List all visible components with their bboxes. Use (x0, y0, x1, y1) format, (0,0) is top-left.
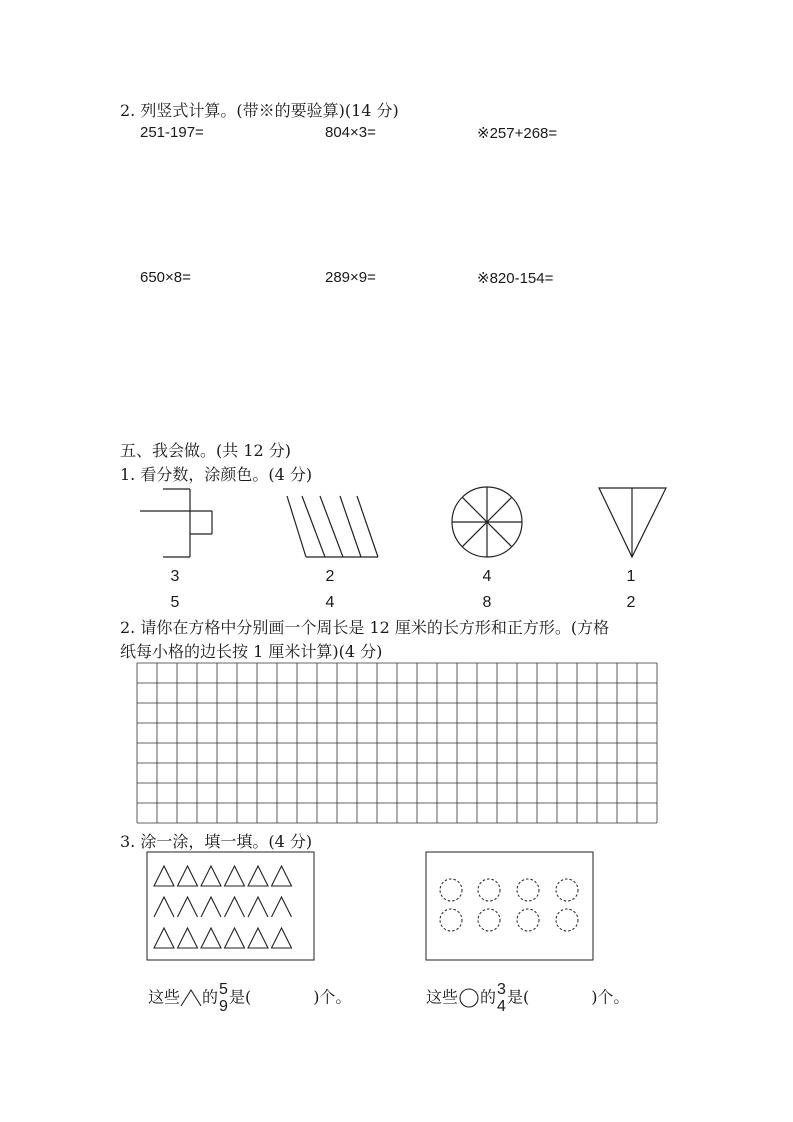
sentence-text: 的 (202, 987, 219, 1007)
q2-grid-title: 2. 请你在方格中分别画一个周长是 12 厘米的长方形和正方形。(方格 (120, 618, 610, 637)
sentence-text: )个。 (591, 987, 630, 1007)
circle-shape (517, 909, 539, 931)
fraction-numerator: 3 (170, 568, 180, 585)
circle-shape (440, 879, 462, 901)
q3-title: 3. 涂一涂，填一填。(4 分) (120, 832, 313, 851)
q2-calc-title: 2. 列竖式计算。(带※的要验算)(14 分) (120, 101, 399, 120)
circle-shape (440, 909, 462, 931)
sentence-text: )个。 (313, 987, 352, 1007)
fraction-numerator: 4 (482, 568, 492, 585)
sentence-text: 的 (480, 987, 497, 1007)
fraction-denominator: 2 (626, 594, 636, 611)
inline-fraction: 5 9 (219, 981, 228, 1015)
q2-grid-title-cont: 纸每小格的边长按 1 厘米计算)(4 分) (120, 642, 383, 661)
fraction-numerator: 1 (626, 568, 636, 585)
fraction-denominator: 4 (325, 594, 335, 611)
q3-right-sentence (426, 981, 629, 1015)
calc-expression: 650×8= (140, 269, 191, 286)
calc-expression: 251-197= (140, 124, 204, 141)
calc-expression: ※820-154= (477, 270, 554, 287)
circle-icon (458, 988, 480, 1008)
circle-shape (478, 879, 500, 901)
inline-fraction: 3 4 (497, 981, 506, 1015)
triangle-icon (180, 988, 202, 1008)
calc-expression: ※257+268= (477, 125, 558, 142)
q1-color-title: 1. 看分数，涂颜色。(4 分) (120, 465, 313, 484)
calc-expression: 804×3= (325, 124, 376, 141)
sentence-text: 是( (506, 987, 530, 1007)
circle-shape (517, 879, 539, 901)
section5-title: 五、我会做。(共 12 分) (120, 441, 292, 460)
fraction-denominator: 8 (482, 594, 492, 611)
q3-left-sentence (148, 981, 351, 1015)
fraction-denominator: 5 (170, 594, 180, 611)
circle-shape (556, 879, 578, 901)
sentence-text: 这些 (426, 987, 459, 1007)
sentence-text: 是( (228, 987, 252, 1007)
circle-shape (478, 909, 500, 931)
fraction-numerator: 2 (325, 568, 335, 585)
calc-expression: 289×9= (325, 269, 376, 286)
circle-shape (556, 909, 578, 931)
sentence-text: 这些 (148, 987, 181, 1007)
